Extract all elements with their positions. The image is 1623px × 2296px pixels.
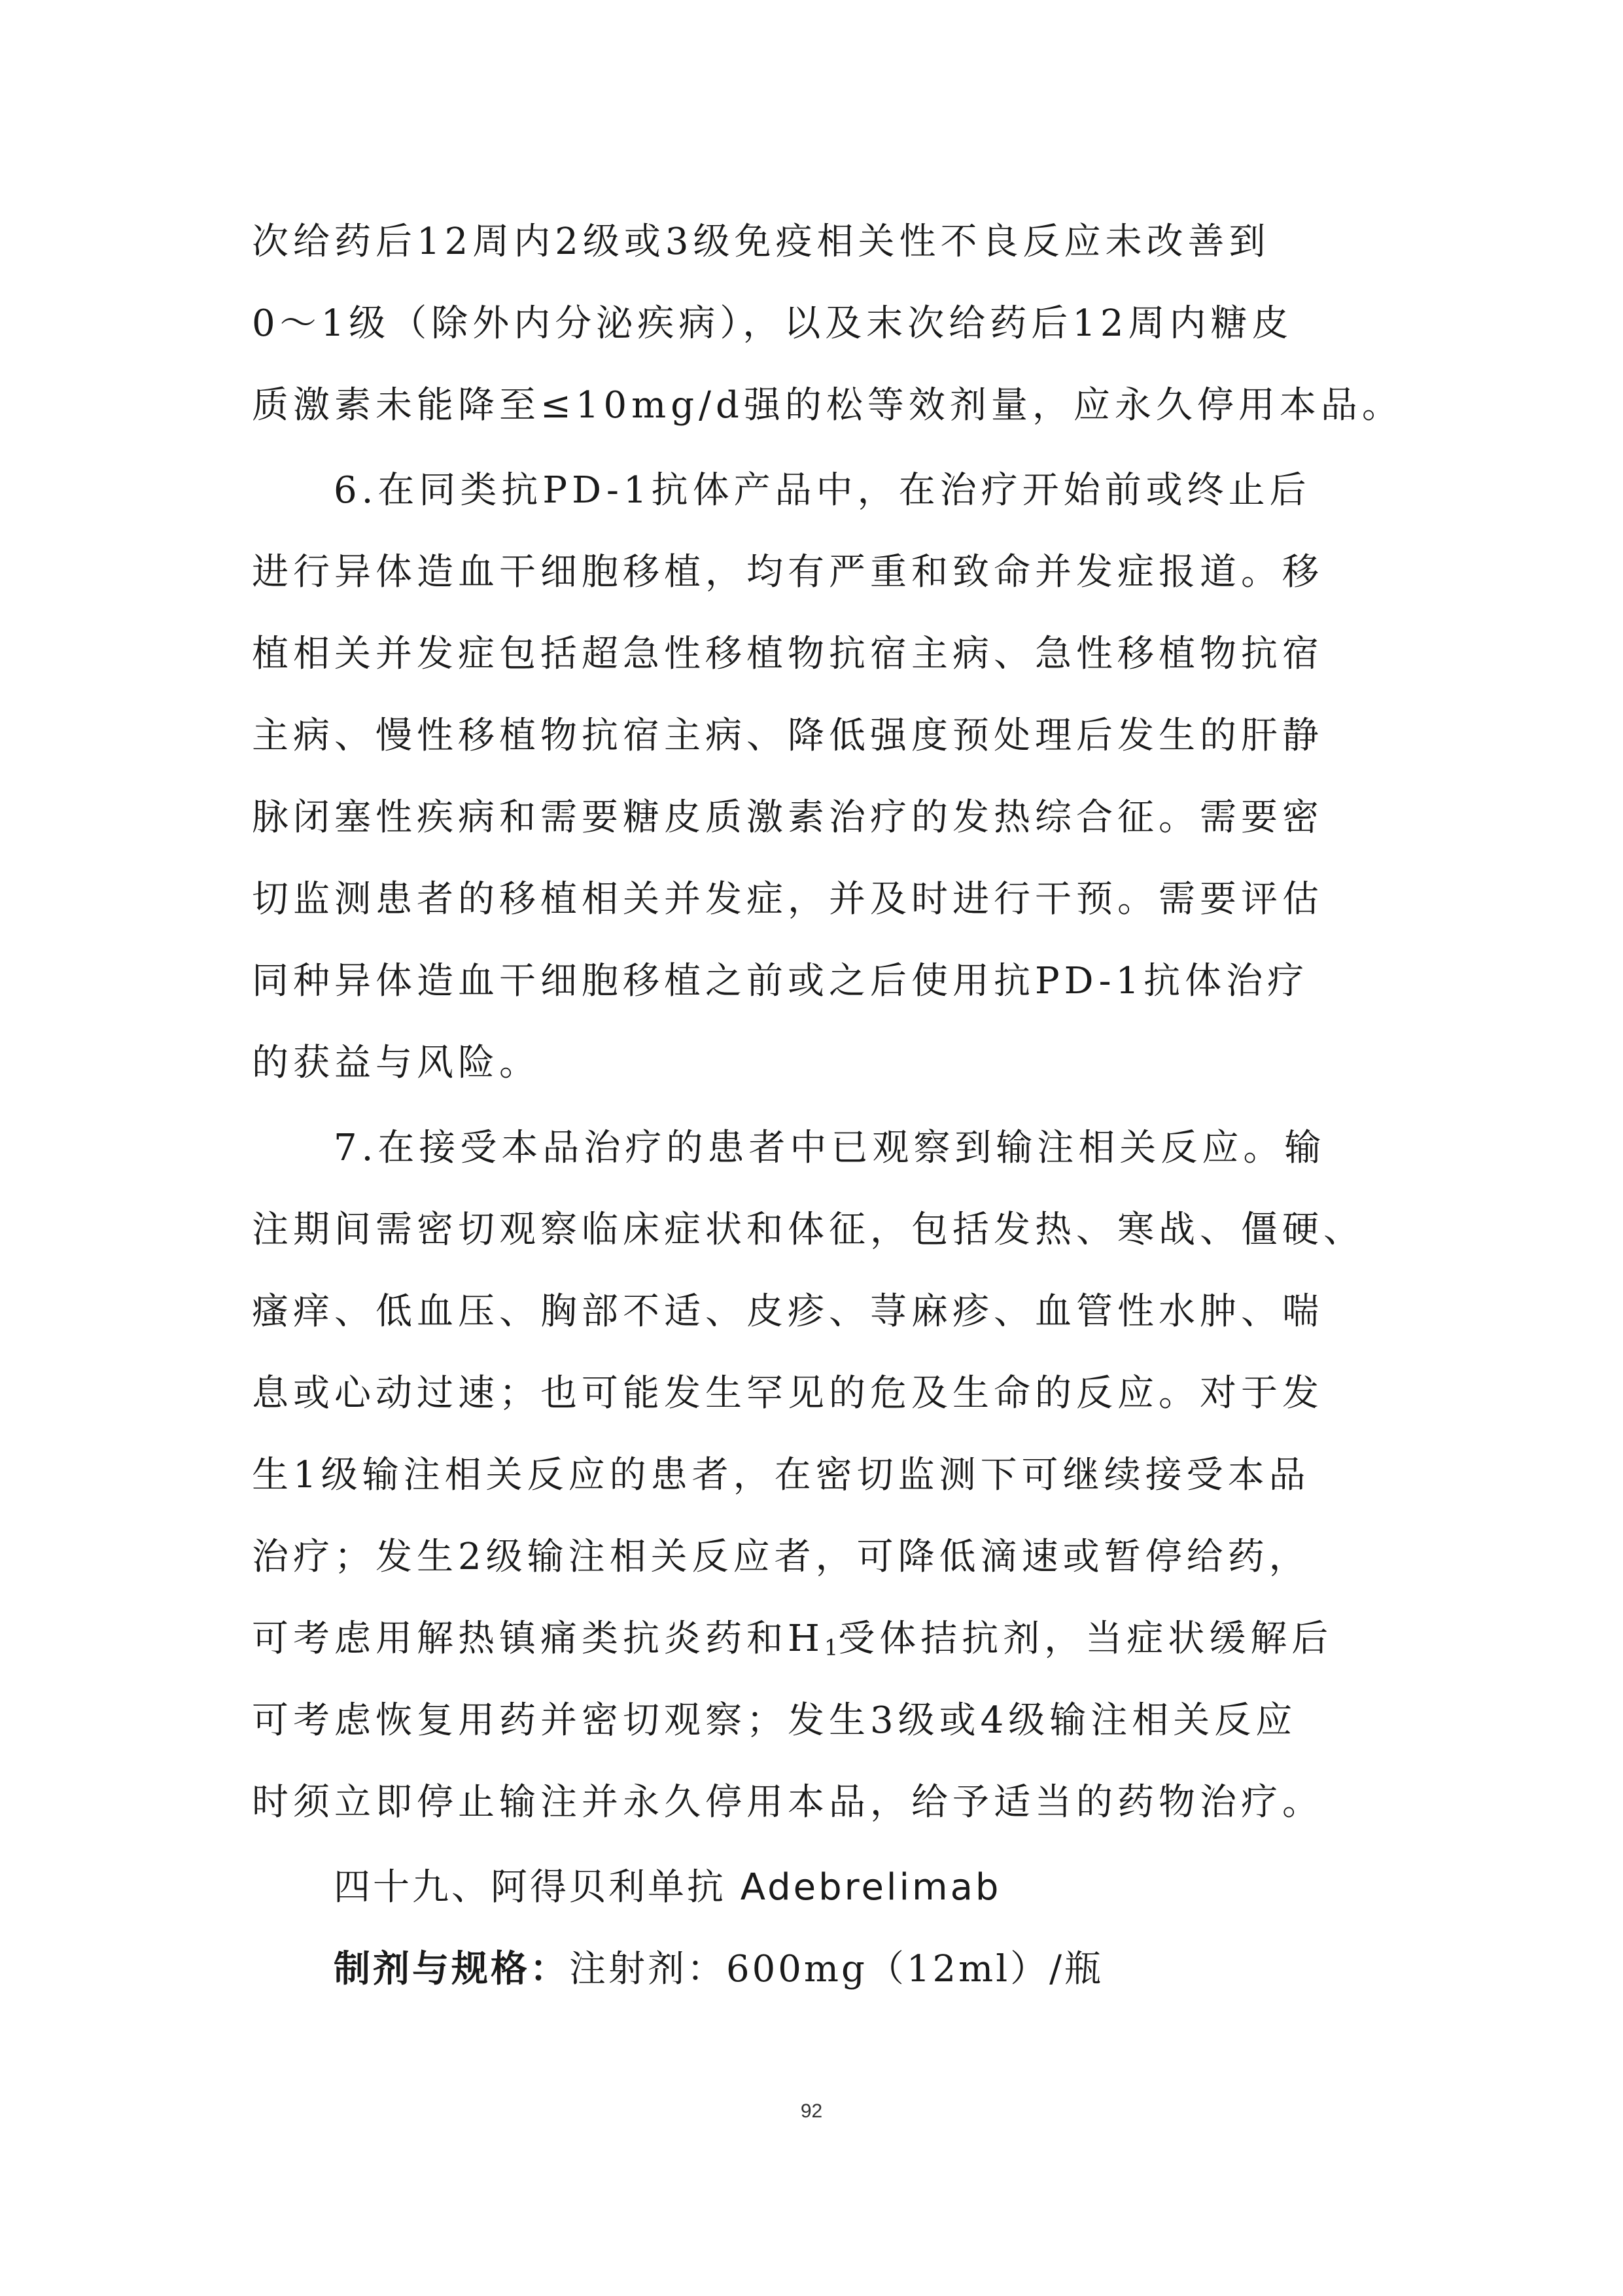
body-text-line: 切监测患者的移植相关并发症，并及时进行干预。需要评估 (252, 878, 1323, 921)
spec-line (334, 1943, 1104, 1996)
body-text-segment: 受体拮抗剂，当症状缓解后 (838, 1617, 1333, 1660)
body-text-line: 脉闭塞性疾病和需要糖皮质激素治疗的发热综合征。需要密 (252, 796, 1323, 839)
body-text-line (252, 1613, 1377, 1674)
spec-label: 制剂与规格： (334, 1948, 569, 1990)
body-text-line: 7.在接受本品治疗的患者中已观察到输注相关反应。输 (334, 1127, 1326, 1169)
body-text-line: 治疗；发生2级输注相关反应者，可降低滴速或暂停给药， (252, 1536, 1310, 1578)
body-text-line: 主病、慢性移植物抗宿主病、降低强度预处理后发生的肝静 (252, 715, 1323, 757)
body-text-line: 6.在同类抗PD-1抗体产品中，在治疗开始前或终止后 (334, 469, 1311, 512)
body-text-line: 息或心动过速；也可能发生罕见的危及生命的反应。对于发 (252, 1372, 1323, 1415)
body-text-line: 质激素未能降至≤10mg/d强的松等效剂量，应永久停用本品。 (252, 384, 1403, 427)
body-text-line: 注期间需密切观察临床症状和体征，包括发热、寒战、僵硬、 (252, 1209, 1365, 1251)
page-number: 92 (800, 2100, 823, 2122)
body-text-line: 可考虑恢复用药并密切观察；发生3级或4级输注相关反应 (252, 1699, 1297, 1742)
body-text-line: 生1级输注相关反应的患者，在密切监测下可继续接受本品 (252, 1454, 1310, 1496)
section-heading: 四十九、阿得贝利单抗 Adebrelimab (334, 1866, 1002, 1909)
body-text-line: 时须立即停止输注并永久停用本品，给予适当的药物治疗。 (252, 1781, 1323, 1824)
body-text-segment: 可考虑用解热镇痛类抗炎药和H (252, 1617, 824, 1660)
body-text-line: 次给药后12周内2级或3级免疫相关性不良反应未改善到 (252, 221, 1270, 263)
body-text-line: 进行异体造血干细胞移植，均有严重和致命并发症报道。移 (252, 551, 1323, 593)
spec-value: 注射剂：600mg（12ml）/瓶 (569, 1948, 1104, 1990)
subscript-text: 1 (824, 1634, 839, 1661)
body-text-line: 的获益与风险。 (252, 1042, 540, 1084)
body-text-line: 植相关并发症包括超急性移植物抗宿主病、急性移植物抗宿 (252, 633, 1323, 675)
body-text-line: 0～1级（除外内分泌疾病），以及末次给药后12周内糖皮 (252, 302, 1293, 345)
body-text-line: 瘙痒、低血压、胸部不适、皮疹、荨麻疹、血管性水肿、喘 (252, 1290, 1323, 1333)
body-text-line: 同种异体造血干细胞移植之前或之后使用抗PD-1抗体治疗 (252, 960, 1309, 1002)
